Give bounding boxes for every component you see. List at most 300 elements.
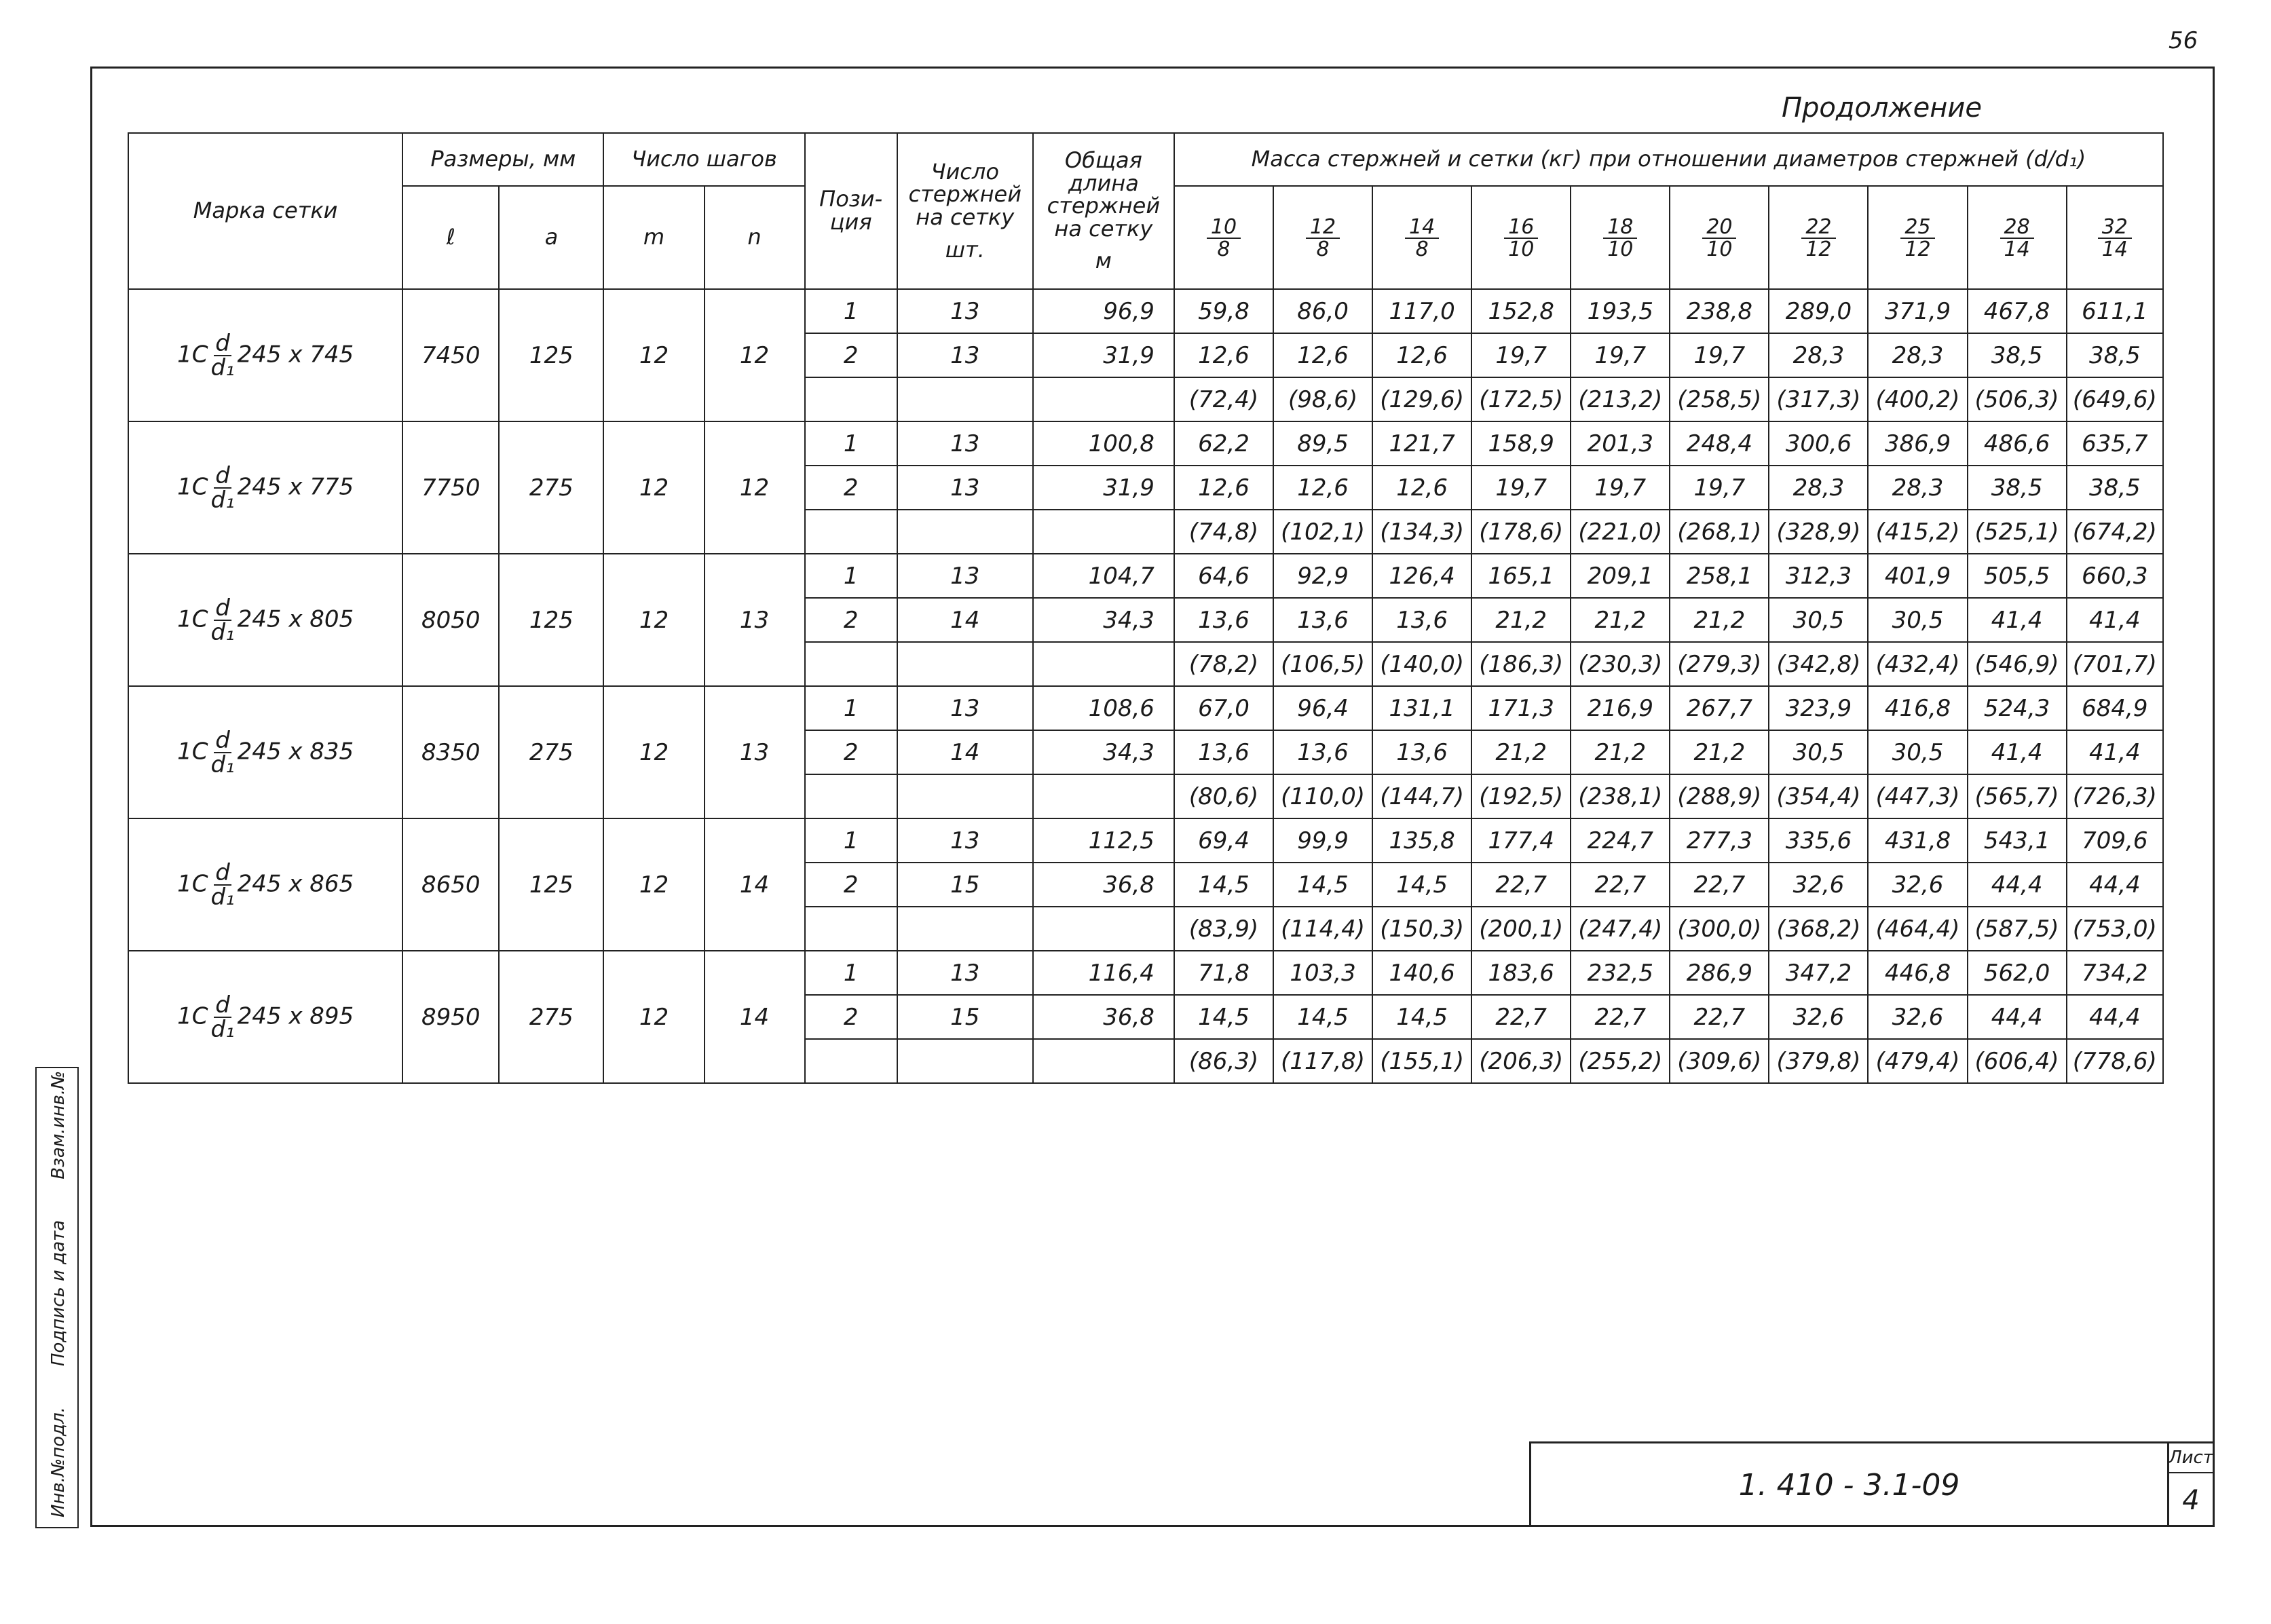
binding-sign-label: Подпись и дата [48,1220,69,1367]
mass-value: (230,3) [1571,642,1670,686]
mass-value: 71,8 [1174,951,1273,995]
mass-value: (479,4) [1868,1039,1967,1083]
position: 1 [805,289,897,333]
mass-value: 21,2 [1471,598,1571,642]
header-length [1033,133,1174,289]
mass-value: 543,1 [1968,818,2067,863]
mass-value: (117,8) [1273,1039,1372,1083]
mesh-mark-den: d₁ [210,486,235,514]
rod-count: 15 [897,995,1033,1039]
mass-value: 38,5 [1968,333,2067,377]
mass-value: 103,3 [1273,951,1372,995]
mass-value: 30,5 [1868,730,1967,774]
mesh-mark-den: d₁ [210,883,235,911]
mesh-mark-prefix: 1С [177,738,208,765]
size-l: 8650 [402,818,499,951]
mesh-mark-prefix: 1С [177,341,208,368]
mass-value: 238,8 [1670,289,1769,333]
mass-value: (150,3) [1372,907,1471,951]
mass-value: (753,0) [2067,907,2163,951]
mass-value: 467,8 [1968,289,2067,333]
mass-value: 32,6 [1769,863,1868,907]
table-row [128,421,2163,466]
mass-value: 38,5 [2067,333,2163,377]
mass-value: (192,5) [1471,774,1571,818]
mass-value: (525,1) [1968,510,2067,554]
steps-m: 12 [603,554,704,686]
size-a: 125 [499,554,603,686]
mass-value: 277,3 [1670,818,1769,863]
mass-value: (114,4) [1273,907,1372,951]
table-row [128,289,2163,333]
mass-value: 201,3 [1571,421,1670,466]
rod-count [897,510,1033,554]
mesh-mass-table [128,132,2164,1084]
rod-count: 13 [897,289,1033,333]
mass-value: 19,7 [1571,466,1670,510]
mass-value: 19,7 [1670,333,1769,377]
mass-value: (328,9) [1769,510,1868,554]
mesh-mark-fraction [210,461,235,514]
header-position: Пози- ция [805,133,897,289]
steps-m: 12 [603,951,704,1083]
mass-value: 486,6 [1968,421,2067,466]
position: 2 [805,466,897,510]
mass-value: 22,7 [1571,995,1670,1039]
mesh-mark-num: d [215,991,230,1019]
header-mass: Масса стержней и сетки (кг) при отношении диаметров стержней (d/d₁) [1174,133,2163,186]
rod-count: 13 [897,333,1033,377]
mesh-mark-den: d₁ [210,1015,235,1043]
mesh-mark-prefix: 1С [177,605,208,632]
position [805,907,897,951]
total-length [1033,1039,1174,1083]
mass-value: 41,4 [2067,730,2163,774]
rod-count: 13 [897,554,1033,598]
mass-value: (83,9) [1174,907,1273,951]
rod-count [897,1039,1033,1083]
mass-value: 69,4 [1174,818,1273,863]
mass-value: 505,5 [1968,554,2067,598]
mass-value: 734,2 [2067,951,2163,995]
mass-value: 14,5 [1273,995,1372,1039]
rod-count: 13 [897,421,1033,466]
mass-value: 14,5 [1273,863,1372,907]
header-ratio: $\frac{12}{8}$ [1273,186,1372,289]
mass-value: 684,9 [2067,686,2163,730]
mass-value: 21,2 [1670,598,1769,642]
mass-value: 193,5 [1571,289,1670,333]
binding-inv-label: Инв.№подл. [48,1407,69,1517]
mass-value: (213,2) [1571,377,1670,421]
steps-n: 12 [705,421,805,554]
mass-value: 431,8 [1868,818,1967,863]
mass-value: 300,6 [1769,421,1868,466]
mesh-mark-size: 245 x 865 [237,870,354,897]
mesh-mark-den: d₁ [210,618,235,646]
mass-value: 96,4 [1273,686,1372,730]
rod-count [897,642,1033,686]
position: 1 [805,554,897,598]
header-ratio: $\frac{16}{10}$ [1471,186,1571,289]
mesh-mark-prefix: 1С [177,870,208,897]
rod-count [897,907,1033,951]
position: 2 [805,333,897,377]
mass-value: 171,3 [1471,686,1571,730]
binding-strip [35,1067,79,1528]
steps-m: 12 [603,421,704,554]
mass-value: 14,5 [1174,863,1273,907]
mass-value: (144,7) [1372,774,1471,818]
mass-value: 12,6 [1174,466,1273,510]
mass-value: 232,5 [1571,951,1670,995]
size-a: 125 [499,289,603,421]
mass-value: (80,6) [1174,774,1273,818]
mass-value: (300,0) [1670,907,1769,951]
mass-value: (649,6) [2067,377,2163,421]
total-length: 34,3 [1033,730,1174,774]
mass-value: (342,8) [1769,642,1868,686]
mesh-mark-prefix: 1С [177,1002,208,1030]
binding-replace-label: Взам.инв.№ [48,1070,69,1179]
position: 2 [805,598,897,642]
header-mark: Марка сетки [128,133,402,289]
mass-value: 32,6 [1868,995,1967,1039]
mass-value: 89,5 [1273,421,1372,466]
mass-value: 62,2 [1174,421,1273,466]
steps-n: 14 [705,818,805,951]
header-sizes: Размеры, мм [402,133,603,186]
mass-value: 12,6 [1372,333,1471,377]
total-length: 36,8 [1033,995,1174,1039]
mass-value: 131,1 [1372,686,1471,730]
mass-value: 19,7 [1471,333,1571,377]
mass-value: (506,3) [1968,377,2067,421]
mass-value: 21,2 [1471,730,1571,774]
mass-value: 12,6 [1273,466,1372,510]
mass-value: 152,8 [1471,289,1571,333]
sheet-number: 4 [2182,1484,2200,1516]
total-length: 112,5 [1033,818,1174,863]
mesh-mark [128,818,402,951]
mass-value: (400,2) [1868,377,1967,421]
mass-value: 22,7 [1670,863,1769,907]
mass-value: 30,5 [1769,730,1868,774]
total-length [1033,907,1174,951]
mesh-mark-prefix: 1С [177,473,208,500]
mesh-mark-den: d₁ [210,751,235,778]
mass-value: (415,2) [1868,510,1967,554]
mass-value: (368,2) [1769,907,1868,951]
mesh-mark [128,289,402,421]
mass-value: (258,5) [1670,377,1769,421]
mesh-mark-den: d₁ [210,354,235,381]
position: 2 [805,995,897,1039]
total-length: 96,9 [1033,289,1174,333]
mesh-mark [128,951,402,1083]
mass-value: 183,6 [1471,951,1571,995]
rod-count: 13 [897,466,1033,510]
mass-value: 13,6 [1273,730,1372,774]
position [805,774,897,818]
size-l: 8350 [402,686,499,818]
rod-count: 13 [897,818,1033,863]
mass-value: (317,3) [1769,377,1868,421]
size-a: 275 [499,951,603,1083]
total-length [1033,510,1174,554]
mass-value: (379,8) [1769,1039,1868,1083]
steps-m: 12 [603,818,704,951]
position: 1 [805,951,897,995]
mass-value: 13,6 [1174,730,1273,774]
mesh-mark-size: 245 x 775 [237,473,354,500]
mass-value: 13,6 [1273,598,1372,642]
mass-value: 38,5 [1968,466,2067,510]
header-length-unit: м [1095,248,1112,274]
mass-value: (464,4) [1868,907,1967,951]
rod-count: 14 [897,598,1033,642]
position [805,510,897,554]
mass-value: (546,9) [1968,642,2067,686]
mass-value: 312,3 [1769,554,1868,598]
mass-value: (354,4) [1769,774,1868,818]
mass-value: (701,7) [2067,642,2163,686]
position: 1 [805,818,897,863]
mass-value: 165,1 [1471,554,1571,598]
mass-value: 22,7 [1471,863,1571,907]
mass-value: (200,1) [1471,907,1571,951]
mass-value: 19,7 [1571,333,1670,377]
mass-value: 19,7 [1670,466,1769,510]
size-a: 275 [499,421,603,554]
table-header [128,133,2163,289]
mass-value: (110,0) [1273,774,1372,818]
title-block [1529,1441,2215,1527]
mass-value: 22,7 [1571,863,1670,907]
rod-count: 13 [897,686,1033,730]
mass-value: 258,1 [1670,554,1769,598]
mass-value: (565,7) [1968,774,2067,818]
position [805,642,897,686]
mass-value: (178,6) [1471,510,1571,554]
mass-value: 28,3 [1868,333,1967,377]
table-row [128,554,2163,598]
mass-value: 13,6 [1372,730,1471,774]
total-length [1033,774,1174,818]
mass-value: 19,7 [1471,466,1571,510]
mass-value: 14,5 [1372,995,1471,1039]
mass-value: 216,9 [1571,686,1670,730]
position [805,1039,897,1083]
mass-value: 121,7 [1372,421,1471,466]
mass-value: 177,4 [1471,818,1571,863]
table-row [128,818,2163,863]
mass-value: (255,2) [1571,1039,1670,1083]
mass-value: 209,1 [1571,554,1670,598]
page-number: 56 [2169,27,2198,54]
header-ratio: $\frac{22}{12}$ [1769,186,1868,289]
mass-value: (726,3) [2067,774,2163,818]
total-length: 100,8 [1033,421,1174,466]
mass-value: (309,6) [1670,1039,1769,1083]
header-m: m [603,186,704,289]
mass-value: (432,4) [1868,642,1967,686]
mass-value: 21,2 [1571,730,1670,774]
mass-value: 709,6 [2067,818,2163,863]
mass-value: 28,3 [1769,466,1868,510]
mass-value: 86,0 [1273,289,1372,333]
header-length-label: Общая длина стержней на сетку [1047,147,1161,242]
header-n: n [705,186,805,289]
total-length [1033,642,1174,686]
position: 1 [805,421,897,466]
mass-value: 22,7 [1471,995,1571,1039]
mass-value: 64,6 [1174,554,1273,598]
mass-value: (238,1) [1571,774,1670,818]
steps-n: 14 [705,951,805,1083]
rod-count [897,377,1033,421]
mass-value: 524,3 [1968,686,2067,730]
header-ratio: $\frac{18}{10}$ [1571,186,1670,289]
mass-value: 126,4 [1372,554,1471,598]
mass-value: (106,5) [1273,642,1372,686]
mass-value: 323,9 [1769,686,1868,730]
mass-value: (587,5) [1968,907,2067,951]
size-a: 125 [499,818,603,951]
mass-value: (72,4) [1174,377,1273,421]
total-length: 36,8 [1033,863,1174,907]
header-ratio: $\frac{28}{14}$ [1968,186,2067,289]
mass-value: 12,6 [1174,333,1273,377]
header-ratio: $\frac{32}{14}$ [2067,186,2163,289]
mass-value: 44,4 [2067,995,2163,1039]
mass-value: 14,5 [1372,863,1471,907]
mass-value: (279,3) [1670,642,1769,686]
mass-value: 44,4 [2067,863,2163,907]
mass-value: 660,3 [2067,554,2163,598]
mesh-mark [128,421,402,554]
mass-value: 562,0 [1968,951,2067,995]
rod-count: 14 [897,730,1033,774]
header-ratio: $\frac{20}{10}$ [1670,186,1769,289]
mesh-mark [128,686,402,818]
mass-value: (140,0) [1372,642,1471,686]
mass-value: 611,1 [2067,289,2163,333]
mesh-mark-size: 245 x 835 [237,738,354,765]
total-length: 31,9 [1033,466,1174,510]
rod-count [897,774,1033,818]
mass-value: 140,6 [1372,951,1471,995]
position: 1 [805,686,897,730]
mass-value: 44,4 [1968,995,2067,1039]
table-body [128,289,2163,1083]
mass-value: 289,0 [1769,289,1868,333]
mass-value: 41,4 [1968,598,2067,642]
mass-value: (606,4) [1968,1039,2067,1083]
mass-value: 32,6 [1769,995,1868,1039]
mesh-mark-fraction [210,858,235,911]
mass-value: 44,4 [1968,863,2067,907]
mesh-mark-fraction [210,329,235,381]
mass-value: (206,3) [1471,1039,1571,1083]
mass-value: 248,4 [1670,421,1769,466]
mass-value: (172,5) [1471,377,1571,421]
mass-value: (78,2) [1174,642,1273,686]
mass-value: 92,9 [1273,554,1372,598]
header-a: а [499,186,603,289]
steps-m: 12 [603,686,704,818]
mass-value: 28,3 [1769,333,1868,377]
mass-value: 635,7 [2067,421,2163,466]
mass-value: 67,0 [1174,686,1273,730]
mass-value: 386,9 [1868,421,1967,466]
rod-count: 13 [897,951,1033,995]
size-l: 7750 [402,421,499,554]
size-l: 7450 [402,289,499,421]
header-ratio: $\frac{14}{8}$ [1372,186,1471,289]
mass-value: 13,6 [1372,598,1471,642]
table-row [128,951,2163,995]
mass-value: 267,7 [1670,686,1769,730]
mass-value: (74,8) [1174,510,1273,554]
mass-value: (288,9) [1670,774,1769,818]
mesh-mark-fraction [210,594,235,646]
mesh-mark-num: d [215,461,230,489]
mass-value: (98,6) [1273,377,1372,421]
continuation-label: Продолжение [1781,92,1982,124]
header-ratio: $\frac{10}{8}$ [1174,186,1273,289]
total-length: 116,4 [1033,951,1174,995]
mass-value: 38,5 [2067,466,2163,510]
mass-value: 99,9 [1273,818,1372,863]
mass-value: 32,6 [1868,863,1967,907]
mass-value: 13,6 [1174,598,1273,642]
mesh-mark-num: d [215,329,230,357]
total-length: 104,7 [1033,554,1174,598]
mesh-mark-fraction [210,991,235,1043]
mesh-mark-num: d [215,594,230,622]
table-row [128,686,2163,730]
mass-value: (674,2) [2067,510,2163,554]
header-steps: Число шагов [603,133,804,186]
mesh-mark-num: d [215,726,230,754]
size-l: 8950 [402,951,499,1083]
mass-value: 41,4 [2067,598,2163,642]
header-count [897,133,1033,289]
mass-value: (86,3) [1174,1039,1273,1083]
mass-value: (155,1) [1372,1039,1471,1083]
mass-value: 158,9 [1471,421,1571,466]
mass-value: 12,6 [1372,466,1471,510]
mass-value: 347,2 [1769,951,1868,995]
mass-value: (186,3) [1471,642,1571,686]
total-length [1033,377,1174,421]
steps-n: 13 [705,554,805,686]
steps-n: 13 [705,686,805,818]
mass-value: 371,9 [1868,289,1967,333]
mass-value: 41,4 [1968,730,2067,774]
mass-value: (129,6) [1372,377,1471,421]
mesh-mark-fraction [210,726,235,778]
mesh-mark [128,554,402,686]
size-l: 8050 [402,554,499,686]
header-count-unit: шт. [945,236,985,263]
mass-value: 335,6 [1769,818,1868,863]
position [805,377,897,421]
rod-count: 15 [897,863,1033,907]
total-length: 34,3 [1033,598,1174,642]
steps-m: 12 [603,289,704,421]
